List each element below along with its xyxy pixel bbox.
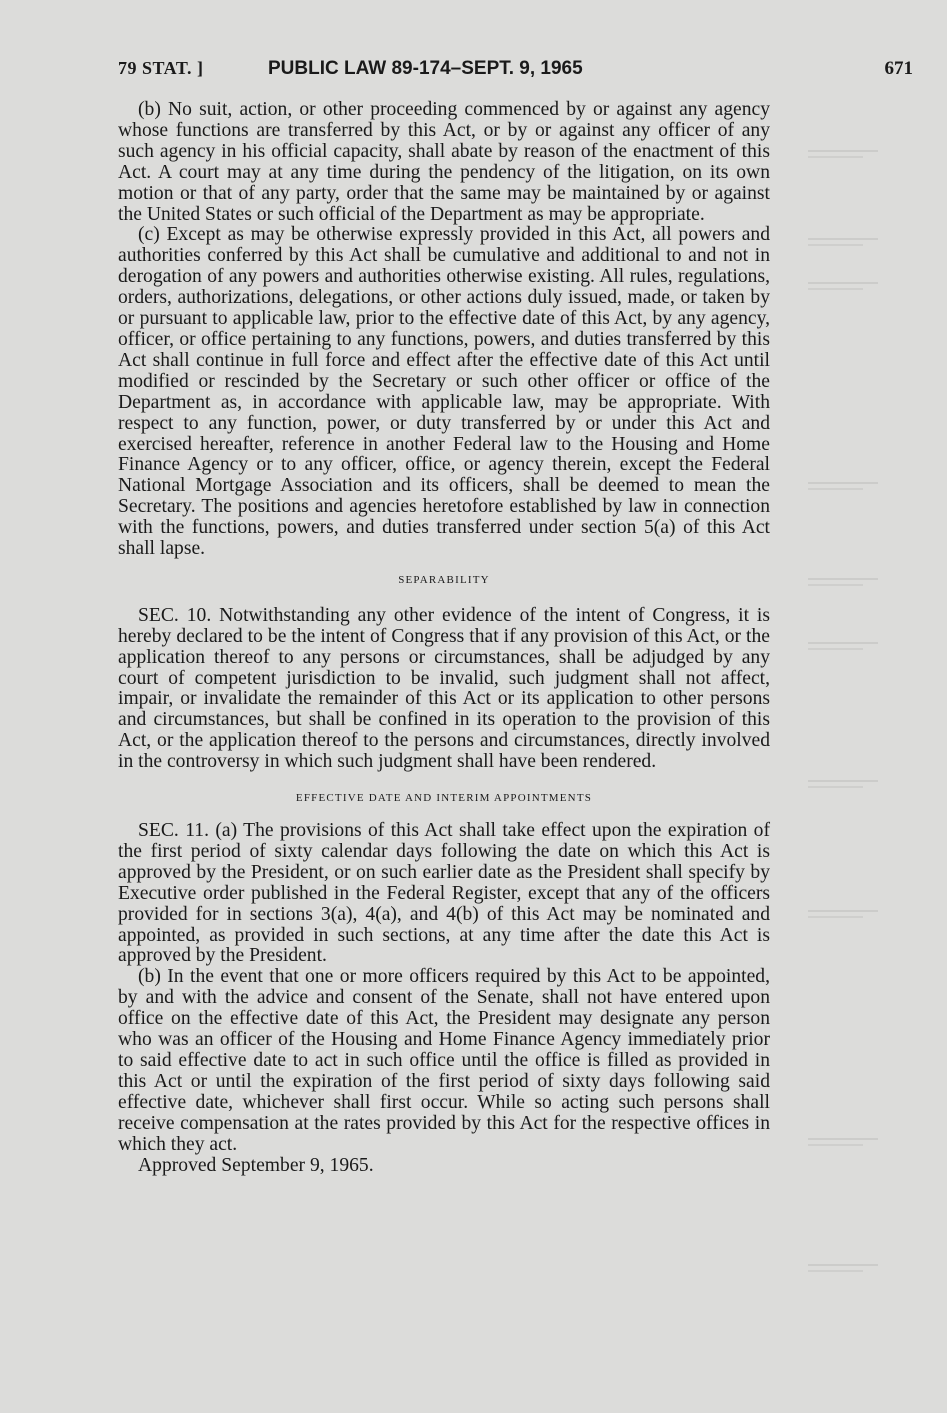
margin-note-bleed <box>808 1262 898 1276</box>
page-header <box>118 58 913 88</box>
paragraph-subsection-c: (c) Except as may be otherwise expressly provided in this Act, all powers and authorities conferred by this Act shall be cumulative and additional to and not in derogation of any powers and authorities otherwise existing. All rules, regulations, orders, authorizations, delegations, or other actions duly issued, made, or taken by or pursuant to applicable law, prior to the effective date of this Act, by any agency, officer, or office pertaining to any functions, powers, and duties transferred by this Act shall continue in full force and effect after the effective date of this Act until modified or rescinded by the Secretary or such other officer or office of the Department as, in accordance with applicable law, may be appropriate. With respect to any function, power, or duty transferred by or under this Act and exercised hereafter, reference in another Federal law to the Housing and Home Finance Agency or to any officer, office, or agency therein, except the Federal National Mortgage Association and its officers, shall be deemed to mean the Secretary. The positions and agencies heretofore established by law in connection with the functions, powers, and duties transferred under section 5(a) of this Act shall lapse. <box>118 224 770 560</box>
paragraph-subsection-b: (b) No suit, action, or other proceeding commenced by or against any agency whose functions are transferred by this Act, or by or against any officer of any such agency in his official capacity, shall abate by reason of the enactment of this Act. A court may at any time during the pendency of the litigation, on its own motion or that of any party, order that the same may be maintained by or against the United States or such official of the Department as may be appropriate. <box>118 99 770 225</box>
margin-note-bleed <box>808 236 898 250</box>
document-body <box>118 100 770 1176</box>
section-heading-separability: SEPARABILITY <box>398 573 490 586</box>
margin-note-bleed <box>808 480 898 494</box>
margin-note-bleed <box>808 778 898 792</box>
page-number: 671 <box>884 58 913 79</box>
margin-note-bleed <box>808 640 898 654</box>
margin-note-bleed <box>808 908 898 922</box>
section-heading-effective-date: EFFECTIVE DATE AND INTERIM APPOINTMENTS <box>295 792 593 805</box>
margin-note-bleed <box>808 148 898 162</box>
margin-note-bleed <box>808 280 898 294</box>
paragraph-section-10: SEC. 10. Notwithstanding any other evidence of the intent of Congress, it is hereby declared to be the intent of Congress that if any provision of this Act, or the application thereof to any persons or circumstances, shall be adjudged by any court of competent jurisdiction to be invalid, such judgment shall not affect, impair, or invalidate the remainder of this Act or its application to other persons and circumstances, but shall be confined in its operation to the provision of this Act, or the application thereof to the persons and circumstances, directly involved in the controversy in which such judgment shall have been rendered. <box>118 604 770 773</box>
margin-note-bleed <box>808 1136 898 1150</box>
approval-date: Approved September 9, 1965. <box>138 1154 374 1176</box>
running-title: PUBLIC LAW 89-174–SEPT. 9, 1965 <box>268 58 583 79</box>
paragraph-section-11a: SEC. 11. (a) The provisions of this Act shall take effect upon the expiration of the first period of sixty calendar days following the date on which this Act is approved by the President, or on such earlier date as the President shall specify by Executive order published in the Federal Register, except that any of the officers provided for in sections 3(a), 4(a), and 4(b) of this Act may be nominated and appointed, as provided in such sections, at any time after the date this Act is approved by the President. <box>118 820 770 967</box>
statute-volume: 79 STAT. ] <box>118 58 204 78</box>
margin-note-bleed <box>808 576 898 590</box>
paragraph-section-11b: (b) In the event that one or more officers required by this Act to be appointed, by and with the advice and consent of the Senate, shall not have entered upon office on the effective date of this Act, the President may designate any person who was an officer of the Housing and Home Finance Agency immediately prior to said effective date to act in such office until the office is filled as provided in this Act or until the expiration of the first period of sixty days following said effective date, whichever shall first occur. While so acting such persons shall receive compensation at the rates provided by this Act for the respective offices in which they act. <box>118 966 770 1155</box>
